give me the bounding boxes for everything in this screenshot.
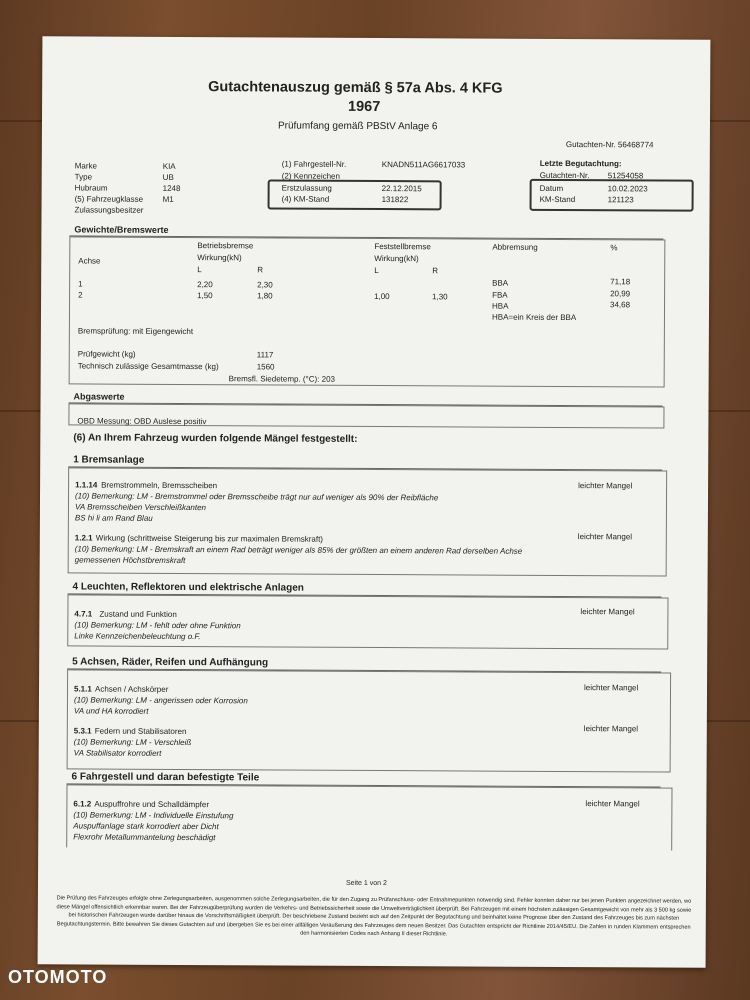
section-leuchten: 4 Leuchten, Reflektoren und elektrische Anlagen: [72, 581, 304, 594]
mangel-5-title: Federn und Stabilisatoren: [94, 726, 187, 737]
mangel-5-line-1: (10) Bemerkung: LM - Verschleiß: [73, 737, 192, 748]
mangel-3-code: 4.7.1: [74, 609, 93, 619]
mangel-3-level: leichter Mangel: [580, 607, 635, 617]
r-header-1: R: [257, 265, 264, 275]
fahrgestell-value: KNADN511AG6617033: [381, 160, 466, 170]
mangel-4-level: leichter Mangel: [584, 683, 639, 693]
mangel-4-line-2: VA und HA korrodiert: [73, 706, 149, 716]
otomoto-watermark: OTOMOTO: [8, 967, 108, 987]
kennzeichen-label: (2) Kennzeichen: [281, 171, 340, 181]
fahrgestell-label: (1) Fahrgestell-Nr.: [281, 159, 347, 169]
mangel-4-code: 5.1.1: [73, 684, 92, 694]
mangel-2-code: 1.2.1: [74, 533, 93, 543]
fba-label: FBA: [492, 290, 508, 300]
mangel-5-line-2: VA Stabilisator korrodiert: [73, 748, 162, 758]
last-km-label: KM-Stand: [539, 194, 576, 205]
last-inspection-title: Letzte Begutachtung:: [539, 158, 622, 169]
mangel-4-line-1: (10) Bemerkung: LM - angerissen oder Korrosion: [73, 695, 248, 706]
bba-value: 71,18: [610, 277, 631, 287]
percent-header: %: [610, 243, 618, 253]
mangel-3-line-2: Linke Kennzeichenbeleuchtung o.F.: [74, 631, 201, 642]
fahrzeugklasse-value: M1: [162, 194, 174, 204]
km-stand-value: 131822: [381, 195, 409, 205]
hba-value: 34,68: [610, 300, 631, 310]
betriebsbremse-header: Betriebsbremse: [197, 241, 254, 251]
axle-1-id: 1: [78, 279, 83, 289]
section-achsen: 5 Achsen, Räder, Reifen und Aufhängung: [72, 656, 269, 669]
marke-label: Marke: [74, 161, 98, 171]
zulassungsbesitzer-label: Zulassungsbesitzer: [74, 205, 144, 215]
erstzulassung-value: 22.12.2015: [381, 184, 422, 194]
footer-disclaimer: Die Prüfung des Fahrzeuges erfolgte ohne Zerlegungsarbeiten, ausgenommen solche Zerlegungsarbeiten, die für den Zugang zu Prüfanschluss- oder Entnahmepunkten notwendig sind. Fehler konnten daher nur bei jenen Punkten angezeichnet werden, wo diese Mängel offensichtlich erkennbar waren. Bei der Fahrzeugüberprüfung wurden die Verkehrs- und Betriebssicherheit sowie die Umweltverträglichkeit überprüft. Bei Fahrzeugen mit einem höchsten zulässigen Gesamtgewicht von mehr als 3 500 kg sowie bei historischen Fahrzeugen wurde darüber hinaus die Vorschriftsmäßigkeit überprüft. Der beschriebene Zustand bezieht sich auf den Zeitpunkt der Begutachtung und beinhaltet keine Prognose über den Zustand des Fahrzeuges bis zum nächsten Begutachtungstermin. Bitte bewahren Sie dieses Gutachten auf und übergeben Sie es bei einer allfälligen Veräußerung des Fahrzeuges dem neuen Besitzer. Das Gutachten entspricht der Richtlinie 2014/45/EU. Die Zahlen in runden Klammern entsprechen den harmonisierten Codes nach Anhang II dieser Richtlinie.: [56, 895, 692, 938]
hubraum-label: Hubraum: [74, 183, 108, 193]
pruefgewicht-value: 1117: [256, 350, 274, 360]
marke-value: KIA: [162, 161, 176, 171]
axle-1-brake-right: 2,30: [257, 280, 273, 290]
maengel-title: (6) An Ihrem Fahrzeug wurden folgende Mängel festgestellt:: [73, 432, 358, 445]
wirkung-header-1: Wirkung(kN): [197, 253, 242, 263]
wirkung-header-2: Wirkung(kN): [374, 253, 419, 264]
mangel-5-level: leichter Mangel: [583, 724, 639, 734]
l-header-1: L: [197, 265, 202, 275]
bba-label: BBA: [492, 278, 509, 288]
gutachten-number: Gutachten-Nr. 56468774: [565, 139, 654, 150]
last-datum-label: Datum: [539, 183, 564, 193]
mangel-6-line-2: Auspuffanlage stark korrodiert aber Dicht: [73, 821, 219, 832]
brakes-section-title: Gewichte/Bremswerte: [74, 224, 169, 235]
last-km-value: 121123: [607, 195, 634, 205]
document-number: 1967: [348, 98, 381, 116]
mangel-6-line-1: (10) Bemerkung: LM - Individuelle Einstufung: [73, 810, 234, 821]
obd-text: OBD Messung: OBD Auslese positiv: [77, 416, 207, 427]
section-bremsanlage: 1 Bremsanlage: [73, 454, 145, 466]
axle-2-park-right: 1,30: [432, 292, 448, 302]
mangel-1-code: 1.1.14: [75, 480, 98, 490]
km-stand-label: (4) KM-Stand: [281, 194, 330, 204]
achse-header: Achse: [78, 256, 101, 266]
mangel-6-code: 6.1.2: [73, 799, 92, 809]
bremspruefung-text: Bremsprüfung: mit Eigengewicht: [77, 326, 194, 337]
mangel-3-title: Zustand und Funktion: [99, 609, 177, 619]
page-number: Seite 1 von 2: [345, 879, 387, 888]
mangel-1-level: leichter Mangel: [578, 481, 633, 491]
fba-value: 20,99: [610, 289, 631, 299]
last-datum-value: 10.02.2023: [607, 184, 648, 194]
axle-2-park-left: 1,00: [374, 291, 390, 302]
gesamtmasse-label: Technisch zulässige Gesamtmasse (kg): [77, 361, 219, 372]
mangel-1-line-1: (10) Bemerkung: LM - Bremstrommel oder Bremsscheibe trägt nur auf weniger als 90% der Reibfläche: [75, 491, 439, 503]
mangel-4-title: Achsen / Achskörper: [94, 684, 169, 694]
l-header-2: L: [374, 265, 379, 276]
abbremsung-header: Abbremsung: [492, 242, 538, 252]
mangel-1-title: Bremstrommeln, Bremsscheiben: [101, 480, 218, 491]
mangel-2-level: leichter Mangel: [577, 532, 633, 542]
siedetemp-text: Bremsfl. Siedetemp. (°C): 203: [228, 374, 336, 384]
last-nr-label: Gutachten-Nr.: [539, 170, 590, 181]
mangel-2-title: Wirkung (schrittweise Steigerung bis zur maximalen Bremskraft): [95, 533, 324, 544]
axle-2-id: 2: [78, 290, 83, 300]
abgas-title: Abgaswerte: [73, 391, 125, 402]
hubraum-value: 1248: [162, 183, 181, 193]
mangel-1-line-2: VA Bremsscheiben Verschleißkanten: [74, 502, 207, 513]
gesamtmasse-value: 1560: [256, 362, 275, 372]
mangel-2-line-1: (10) Bemerkung: LM - Bremskraft an einem Rad beträgt weniger als 85% der größten an einem anderen Rad derselben Achse: [74, 544, 523, 556]
type-value: UB: [162, 172, 174, 182]
mangel-3-line-1: (10) Bemerkung: LM - fehlt oder ohne Funktion: [74, 620, 241, 631]
mangel-6-line-3: Flexrohr Metallummantelung beschädigt: [73, 832, 216, 843]
last-nr-value: 51254058: [607, 171, 644, 181]
axle-2-brake-right: 1,80: [257, 291, 273, 301]
feststellbremse-header: Feststellbremse: [374, 241, 431, 252]
axle-1-brake-left: 2,20: [197, 280, 213, 290]
pruefgewicht-label: Prüfgewicht (kg): [77, 349, 136, 359]
type-label: Type: [74, 172, 93, 182]
axle-2-brake-left: 1,50: [197, 291, 213, 301]
mangel-5-code: 5.3.1: [73, 726, 92, 736]
mangel-6-level: leichter Mangel: [585, 799, 640, 809]
mangel-2-line-2: gemessenen Höchstbremskraft: [74, 555, 186, 566]
mangel-1-line-3: BS hi li am Rand Blau: [74, 513, 153, 523]
document-subtitle: Prüfumfang gemäß PBStV Anlage 6: [277, 120, 438, 133]
hba-note: HBA=ein Kreis der BBA: [491, 312, 577, 323]
mangel-6-title: Auspuffrohre und Schalldämpfer: [94, 799, 210, 810]
erstzulassung-label: Erstzulassung: [281, 183, 332, 193]
document-title: Gutachtenauszug gemäß § 57a Abs. 4 KFG: [208, 79, 503, 97]
hba-label: HBA: [492, 301, 509, 311]
r-header-2: R: [432, 266, 439, 276]
section-fahrgestell: 6 Fahrgestell und daran befestigte Teile: [71, 771, 260, 784]
document-page: [38, 36, 711, 967]
fahrzeugklasse-label: (5) Fahrzeugklasse: [74, 194, 144, 204]
